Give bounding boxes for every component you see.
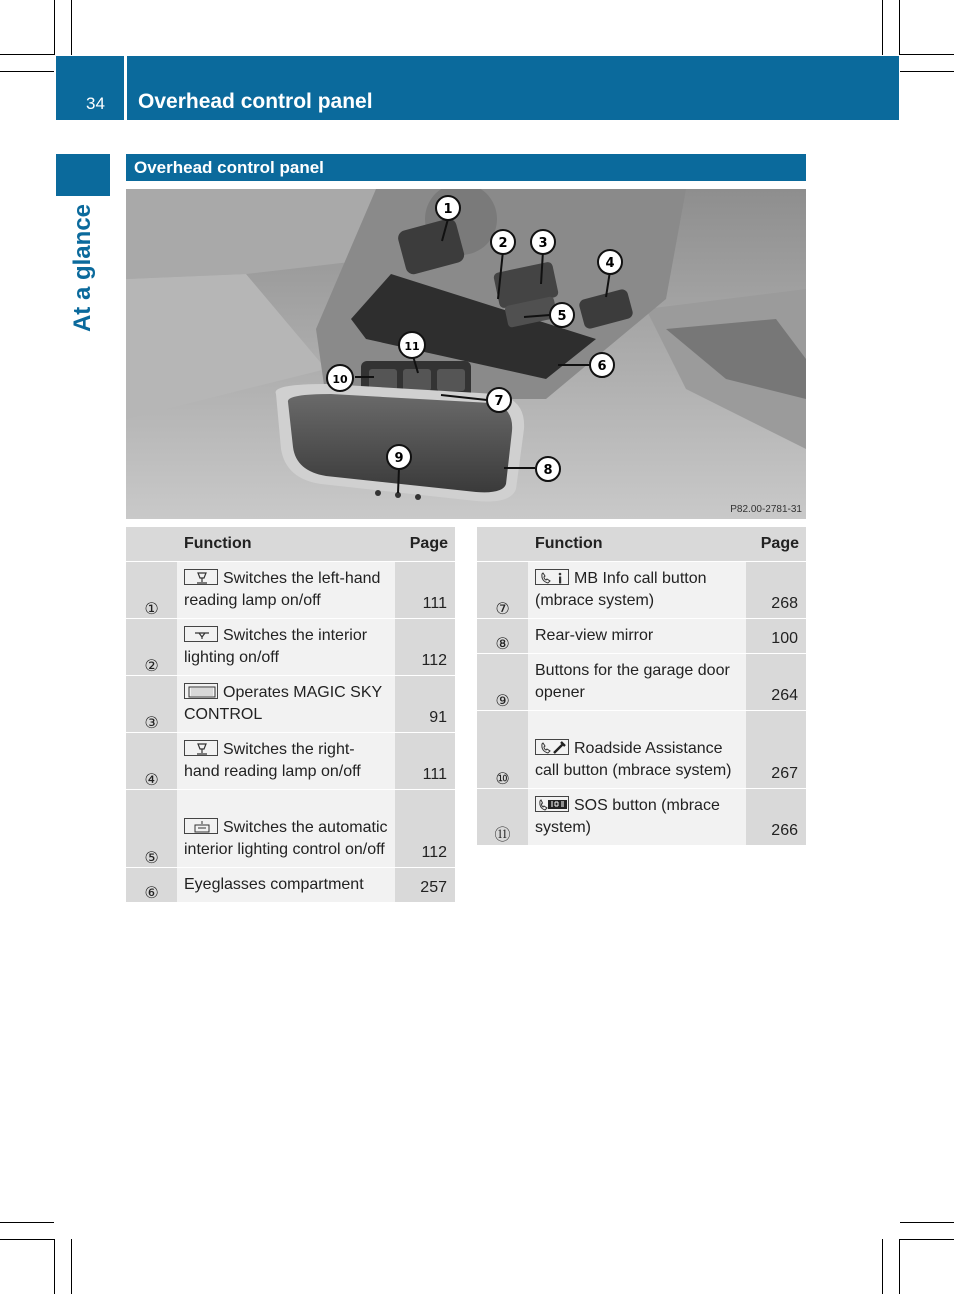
row-function	[177, 676, 395, 733]
crop-mark	[882, 0, 883, 55]
row-page: 257	[395, 868, 455, 903]
row-text: Roadside Assistance call button (mbrace system)	[535, 740, 732, 779]
crop-mark	[0, 71, 54, 72]
roadside-call-icon	[535, 739, 569, 755]
auto-light-icon	[184, 818, 218, 834]
table-row	[477, 654, 806, 711]
page-title: Overhead control panel	[138, 90, 373, 113]
row-text: Operates MAGIC SKY CONTROL	[184, 684, 382, 723]
interior-light-icon	[184, 626, 218, 642]
row-page: 268	[746, 562, 806, 619]
crop-mark	[0, 54, 54, 55]
callout-1: 1	[443, 202, 453, 217]
row-function	[177, 790, 395, 868]
row-number: ⑪	[477, 789, 528, 846]
row-function	[177, 562, 395, 619]
crop-mark	[882, 1239, 883, 1294]
table-row	[477, 789, 806, 846]
table-row	[126, 619, 455, 676]
table-row	[126, 790, 455, 868]
callout-6: 6	[597, 359, 607, 374]
crop-mark	[900, 1222, 954, 1223]
row-text: Switches the automatic interior lighting control on/off	[184, 819, 388, 858]
row-function	[528, 711, 746, 789]
callout-11: 11	[404, 340, 420, 353]
callout-4: 4	[605, 256, 615, 271]
row-page: 91	[395, 676, 455, 733]
reading-lamp-icon	[184, 569, 218, 585]
row-function: Buttons for the garage door opener	[528, 654, 746, 711]
row-function	[528, 789, 746, 846]
crop-mark	[54, 1239, 55, 1294]
callout-10: 10	[332, 373, 348, 386]
row-number: ③	[126, 676, 177, 733]
crop-mark	[899, 1239, 900, 1294]
reading-lamp-icon	[184, 740, 218, 756]
callout-3: 3	[538, 236, 548, 251]
row-page: 112	[395, 619, 455, 676]
header-num	[477, 527, 528, 562]
row-number: ⑥	[126, 868, 177, 903]
row-text: Switches the interior lighting on/off	[184, 627, 368, 666]
table-row	[477, 619, 806, 654]
row-text: MB Info call button (mbrace system)	[535, 570, 707, 609]
table-row	[126, 676, 455, 733]
callout-2: 2	[498, 236, 508, 251]
row-number: ④	[126, 733, 177, 790]
figure-code: P82.00-2781-31	[730, 504, 802, 515]
overhead-panel-figure	[126, 189, 806, 519]
side-tab-label: At a glance	[69, 203, 97, 332]
crop-mark	[71, 0, 72, 55]
row-number: ②	[126, 619, 177, 676]
table-header	[126, 527, 455, 562]
side-tab-marker	[56, 154, 110, 196]
header-page: Page	[395, 527, 455, 562]
table-row	[126, 868, 455, 903]
crop-mark	[899, 0, 900, 55]
callout-7: 7	[494, 394, 504, 409]
magic-sky-icon	[184, 683, 218, 699]
table-row	[477, 711, 806, 789]
row-function	[177, 619, 395, 676]
row-number: ⑨	[477, 654, 528, 711]
crop-mark	[900, 1239, 954, 1240]
header-divider	[124, 56, 127, 120]
row-text: SOS button (mbrace system)	[535, 797, 720, 836]
function-table-right	[477, 527, 806, 846]
table-row	[477, 562, 806, 619]
row-page: 264	[746, 654, 806, 711]
callout-9: 9	[394, 451, 404, 466]
row-function	[528, 562, 746, 619]
overhead-panel-illustration	[126, 189, 806, 519]
header-function: Function	[177, 527, 395, 562]
info-call-icon	[535, 569, 569, 585]
row-text: Switches the right-hand reading lamp on/off	[184, 741, 361, 780]
crop-mark	[54, 0, 55, 55]
header-function: Function	[528, 527, 746, 562]
crop-mark	[0, 1239, 54, 1240]
row-page: 111	[395, 733, 455, 790]
table-row	[126, 562, 455, 619]
table-header	[477, 527, 806, 562]
crop-mark	[900, 54, 954, 55]
row-number: ⑩	[477, 711, 528, 789]
row-page: 112	[395, 790, 455, 868]
section-title: Overhead control panel	[126, 154, 806, 181]
row-number: ①	[126, 562, 177, 619]
row-function: Rear-view mirror	[528, 619, 746, 654]
row-page: 267	[746, 711, 806, 789]
side-tab	[56, 200, 110, 335]
crop-mark	[900, 71, 954, 72]
page-number: 34	[86, 94, 105, 113]
row-page: 100	[746, 619, 806, 654]
header-page: Page	[746, 527, 806, 562]
header-num	[126, 527, 177, 562]
row-page: 111	[395, 562, 455, 619]
crop-mark	[0, 1222, 54, 1223]
row-page: 266	[746, 789, 806, 846]
crop-mark	[71, 1239, 72, 1294]
row-function	[177, 733, 395, 790]
row-number: ⑤	[126, 790, 177, 868]
sos-icon	[535, 796, 569, 812]
callout-8: 8	[543, 463, 553, 478]
row-text: Switches the left-hand reading lamp on/off	[184, 570, 381, 609]
table-row	[126, 733, 455, 790]
row-number: ⑦	[477, 562, 528, 619]
row-number: ⑧	[477, 619, 528, 654]
callout-5: 5	[557, 309, 567, 324]
row-function: Eyeglasses compartment	[177, 868, 395, 903]
function-table-left	[126, 527, 455, 903]
